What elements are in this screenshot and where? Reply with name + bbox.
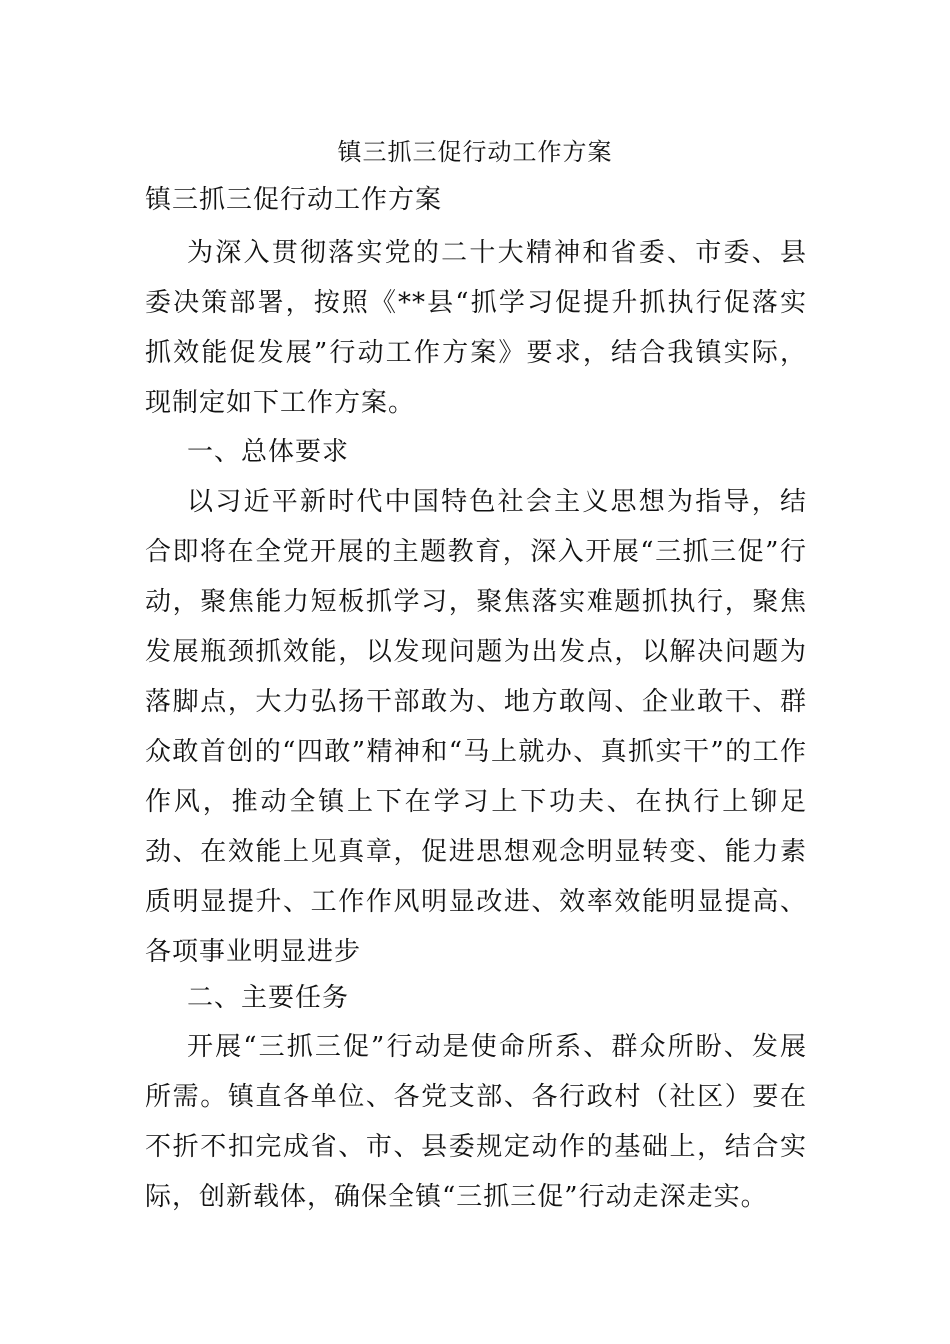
section-heading-overall-requirements: 一、总体要求	[187, 437, 350, 467]
intro-paragraph: 为深入贯彻落实党的二十大精神和省委、市委、县委决策部署，按照《**县“抓学习促提升抓执行促落实抓效能促发展”行动工作方案》要求，结合我镇实际，现制定如下工作方案。	[145, 238, 807, 418]
section-heading-main-tasks: 二、主要任务	[187, 983, 350, 1013]
section-paragraph-overall-requirements: 以习近平新时代中国特色社会主义思想为指导，结合即将在全党开展的主题教育，深入开展“三抓三促”行动，聚焦能力短板抓学习，聚焦落实难题抓执行，聚焦发展瓶颈抓效能，以发现问题为出发点，以解决问题为落脚点，大力弘扬干部敢为、地方敢闯、企业敢干、群众敢首创的“四敢”精神和“马上就办、真抓实干”的工作作风，推动全镇上下在学习上下功夫、在执行上铆足劲、在效能上见真章，促进思想观念明显转变、能力素质明显提升、工作作风明显改进、效率效能明显提高、各项事业明显进步	[145, 487, 807, 967]
document-subtitle: 镇三抓三促行动工作方案	[145, 185, 443, 215]
document-title: 镇三抓三促行动工作方案	[337, 138, 613, 166]
section-paragraph-main-tasks: 开展“三抓三促”行动是使命所系、群众所盼、发展所需。镇直各单位、各党支部、各行政村（社区）要在不折不扣完成省、市、县委规定动作的基础上，结合实际，创新载体，确保全镇“三抓三促”行动走深走实。	[145, 1032, 807, 1212]
